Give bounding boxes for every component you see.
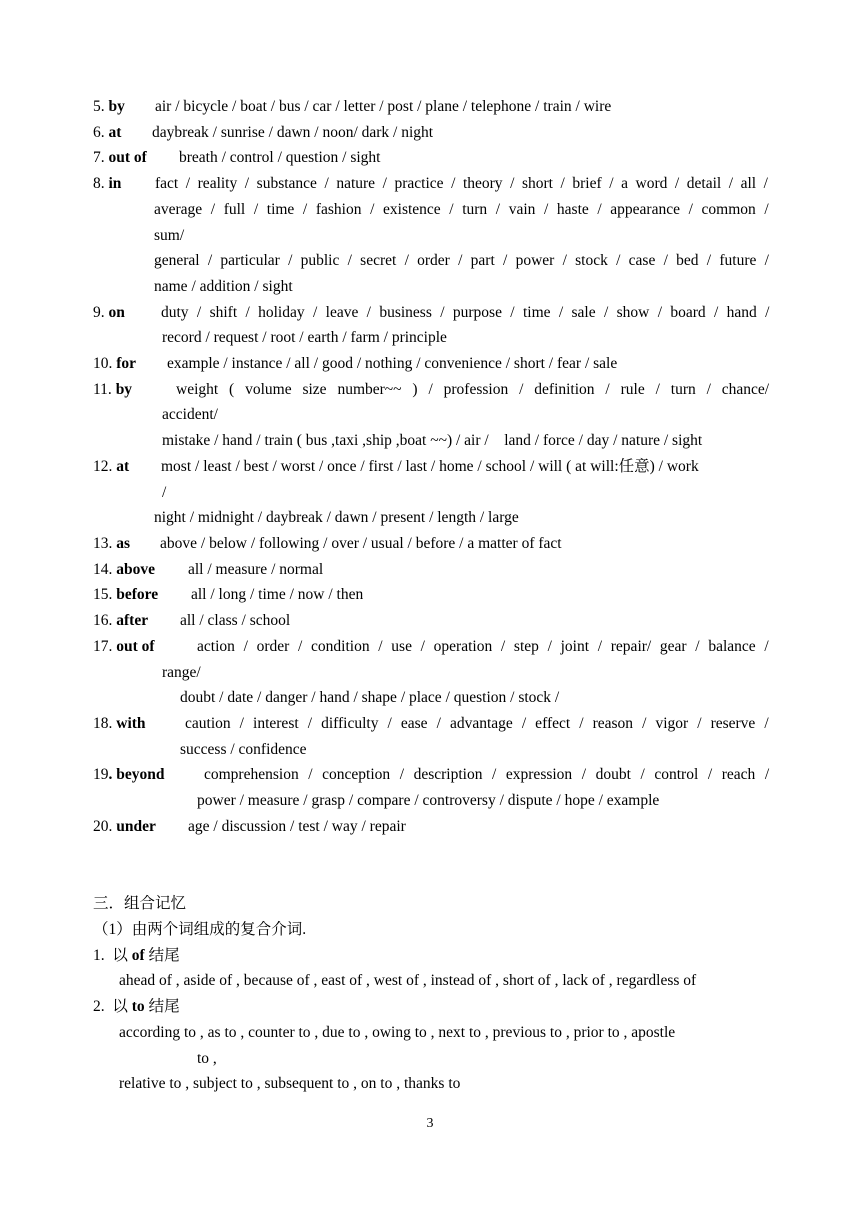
entry-continuation: sum/ — [154, 227, 185, 244]
entry-preposition: above — [116, 561, 155, 578]
section-heading: 三．组合记忆 — [93, 895, 187, 912]
list-item — [93, 174, 121, 194]
entry-number: 12. — [93, 458, 113, 475]
entry-continuation: power / measure / grasp / compare / controversy / dispute / hope / example — [197, 792, 660, 809]
entry-preposition: after — [116, 612, 149, 629]
list-item — [93, 611, 148, 631]
list-item — [93, 585, 158, 605]
entry-continuation: doubt / date / danger / hand / shape / place / question / stock / — [180, 689, 560, 706]
entry-text: example / instance / all / good / nothing / convenience / short / fear / sale — [167, 355, 618, 372]
entry-text: above / below / following / over / usual / before / a matter of fact — [160, 535, 562, 552]
entry-text: all / class / school — [180, 612, 291, 629]
entry-number: 10. — [93, 355, 113, 372]
entry-preposition: out of — [116, 638, 155, 655]
entry-text: daybreak / sunrise / dawn / noon/ dark / night — [152, 124, 434, 141]
entry-text: fact / reality / substance / nature / practice / theory / short / brief / a word / detail / all / — [155, 175, 768, 192]
list-item — [93, 560, 155, 580]
entry-preposition: at — [116, 458, 130, 475]
entry-continuation: name / addition / sight — [154, 278, 293, 295]
group-text: ahead of , aside of , because of , east of , west of , instead of , short of , lack of , regardless of — [119, 972, 697, 989]
entry-continuation: record / request / root / earth / farm / principle — [162, 329, 447, 346]
entry-preposition: before — [116, 586, 159, 603]
entry-text: breath / control / question / sight — [179, 149, 381, 166]
entry-text: action / order / condition / use / operation / step / joint / repair/ gear / balance / — [197, 638, 769, 655]
list-item — [93, 457, 129, 477]
entry-number: 18. — [93, 715, 113, 732]
entry-preposition: by — [108, 98, 125, 115]
entry-preposition: under — [116, 818, 156, 835]
entry-number: 7. — [93, 149, 105, 166]
entry-preposition: . beyond — [108, 766, 165, 783]
entry-preposition: at — [108, 124, 122, 141]
section-subheading: （1）由两个词组成的复合介词. — [93, 921, 307, 938]
entry-text: comprehension / conception / description / expression / doubt / control / reach / — [204, 766, 770, 783]
entry-text: age / discussion / test / way / repair — [188, 818, 406, 835]
list-item — [93, 765, 165, 785]
entry-preposition: by — [115, 381, 133, 398]
entry-continuation: general / particular / public / secret / order / part / power / stock / case / bed / future / — [154, 252, 769, 269]
entry-continuation: range/ — [162, 664, 201, 681]
entry-text: duty / shift / holiday / leave / business / purpose / time / sale / show / board / hand / — [161, 304, 770, 321]
list-item — [93, 123, 121, 143]
entry-text: all / measure / normal — [188, 561, 324, 578]
entry-text: caution / interest / difficulty / ease / advantage / effect / reason / vigor / reserve / — [185, 715, 769, 732]
entry-preposition: for — [116, 355, 137, 372]
entry-number: 15. — [93, 586, 113, 603]
list-item — [93, 97, 125, 117]
entry-preposition: on — [108, 304, 125, 321]
entry-number: 19 — [93, 766, 109, 783]
list-item — [93, 534, 130, 554]
entry-continuation: night / midnight / daybreak / dawn / present / length / large — [154, 509, 519, 526]
page-number: 3 — [426, 1116, 434, 1131]
entry-number: 5. — [93, 98, 105, 115]
entry-continuation: average / full / time / fashion / existence / turn / vain / haste / appearance / common / — [154, 201, 769, 218]
entry-number: 13. — [93, 535, 113, 552]
list-item — [93, 714, 146, 734]
group-text-continuation: to , — [197, 1050, 217, 1067]
group-text: according to , as to , counter to , due to , owing to , next to , previous to , prior to , apostle — [119, 1024, 676, 1041]
entry-continuation: mistake / hand / train ( bus ,taxi ,ship ,boat ~~) / air / land / force / day / nature / sight — [162, 432, 703, 449]
list-item — [93, 817, 156, 837]
entry-text: most / least / best / worst / once / first / last / home / school / will ( at will:任意) / work — [161, 458, 699, 475]
list-item — [93, 354, 136, 374]
entry-continuation: / — [162, 484, 167, 501]
list-item — [93, 303, 125, 323]
entry-preposition: in — [108, 175, 122, 192]
entry-number: 16. — [93, 612, 113, 629]
entry-number: 17. — [93, 638, 113, 655]
entry-preposition: as — [116, 535, 131, 552]
group-label: 2. 以 to 结尾 — [93, 998, 180, 1015]
list-item — [93, 148, 147, 168]
entry-preposition: out of — [108, 149, 147, 166]
group-text: relative to , subject to , subsequent to , on to , thanks to — [119, 1075, 461, 1092]
entry-preposition: with — [116, 715, 146, 732]
entry-text: all / long / time / now / then — [191, 586, 364, 603]
entry-text: air / bicycle / boat / bus / car / letter / post / plane / telephone / train / wire — [155, 98, 612, 115]
entry-continuation: accident/ — [162, 406, 218, 423]
list-item — [93, 637, 155, 657]
entry-number: 14. — [93, 561, 113, 578]
entry-number: 11. — [93, 381, 112, 398]
entry-number: 8. — [93, 175, 105, 192]
entry-number: 20. — [93, 818, 113, 835]
entry-continuation: success / confidence — [180, 741, 307, 758]
entry-text: weight ( volume size number~~ ) / profession / definition / rule / turn / chance/ — [176, 381, 770, 398]
entry-number: 9. — [93, 304, 105, 321]
group-label: 1. 以 of 结尾 — [93, 947, 180, 964]
list-item — [93, 380, 132, 400]
entry-number: 6. — [93, 124, 105, 141]
